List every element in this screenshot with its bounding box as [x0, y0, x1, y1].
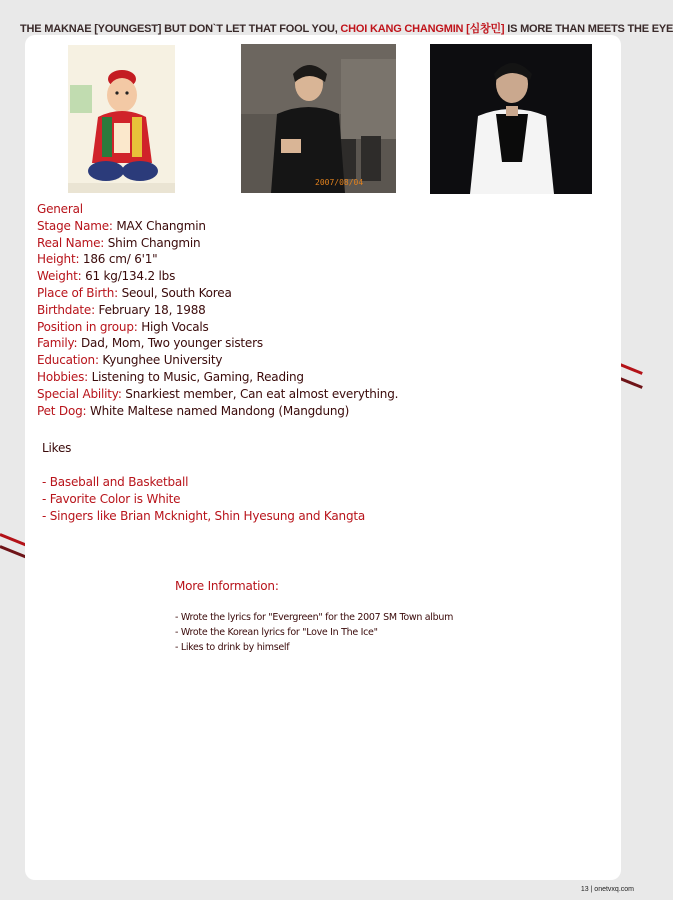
info-value: Kyunghee University — [98, 353, 223, 368]
info-value: 186 cm/ 6'1" — [79, 252, 158, 267]
info-label: Real Name: — [37, 235, 105, 250]
photo-date-stamp: 2007/08/04 — [315, 178, 364, 187]
info-label: Hobbies: — [37, 369, 89, 384]
info-label: Height: — [37, 252, 80, 267]
info-row-hobbies — [37, 369, 517, 386]
info-value: White Maltese named Mandong (Mangdung) — [86, 403, 350, 418]
info-value: Listening to Music, Gaming, Reading — [88, 369, 304, 384]
info-label: Birthdate: — [37, 302, 95, 317]
likes-item: - Favorite Color is White — [42, 492, 181, 506]
info-row-education — [37, 352, 517, 369]
likes-item: - Baseball and Basketball — [42, 475, 189, 489]
decor-stripe-right-2 — [619, 377, 642, 389]
info-row-family — [37, 335, 517, 352]
photo-baby — [68, 45, 175, 193]
info-value: Snarkiest member, Can eat almost everything. — [121, 386, 399, 401]
info-value: Seoul, South Korea — [117, 285, 232, 300]
info-value: MAX Changmin — [112, 218, 206, 233]
info-row-place-of-birth — [37, 285, 517, 302]
info-value: February 18, 1988 — [94, 302, 206, 317]
info-row-height — [37, 251, 517, 268]
photo-studio — [241, 44, 396, 193]
header-text-2: IS MORE THAN MEETS THE EYE — [504, 23, 673, 35]
info-label: Weight: — [37, 269, 82, 284]
info-row-special-ability — [37, 386, 517, 403]
info-value: Dad, Mom, Two younger sisters — [77, 336, 263, 351]
more-info-item: - Wrote the Korean lyrics for "Love In The Ice" — [175, 627, 378, 638]
more-info-item: - Wrote the lyrics for "Evergreen" for the 2007 SM Town album — [175, 612, 454, 623]
info-row-real-name — [37, 235, 517, 252]
likes-section — [42, 440, 365, 525]
info-value: 61 kg/134.2 lbs — [81, 269, 176, 284]
page-header — [20, 20, 673, 42]
general-section-title: General — [37, 202, 83, 216]
info-label: Family: — [37, 336, 78, 351]
info-value: High Vocals — [137, 319, 209, 334]
header-text-1: THE MAKNAE [YOUNGEST] BUT DON`T LET THAT FOOL YOU, — [20, 23, 341, 35]
info-label: Place of Birth: — [37, 285, 118, 300]
info-row-birthdate — [37, 302, 517, 319]
info-row-pet-dog — [37, 403, 517, 420]
info-label: Pet Dog: — [37, 403, 87, 418]
page-footer: 13 | onetvxq.com — [580, 886, 634, 893]
info-row-weight — [37, 268, 517, 285]
info-label: Stage Name: — [37, 218, 113, 233]
header-name: CHOI KANG CHANGMIN [심창민] — [340, 23, 505, 35]
more-info-item: - Likes to drink by himself — [175, 642, 290, 653]
decor-stripe-right-1 — [619, 363, 642, 375]
info-value: Shim Changmin — [104, 235, 201, 250]
info-label: Position in group: — [37, 319, 138, 334]
info-row-position — [37, 319, 517, 336]
info-row-stage-name — [37, 218, 517, 235]
likes-item: - Singers like Brian Mcknight, Shin Hyesung and Kangta — [42, 509, 366, 523]
more-info-section — [175, 579, 505, 655]
info-label: Special Ability: — [37, 386, 122, 401]
more-info-title: More Information: — [175, 579, 279, 593]
photo-stage — [430, 44, 592, 194]
general-info — [37, 201, 517, 419]
info-label: Education: — [37, 353, 99, 368]
likes-title: Likes — [42, 441, 72, 455]
